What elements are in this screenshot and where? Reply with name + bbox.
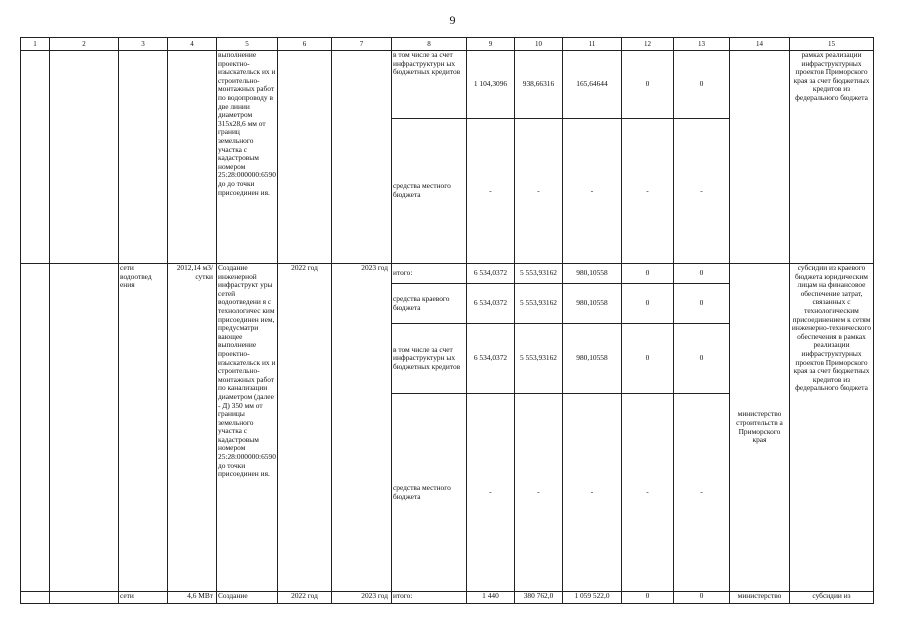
cell-amount: 0 (622, 284, 674, 324)
cell-amount: 0 (622, 264, 674, 284)
cell-amount: 938,66316 (515, 51, 563, 119)
col-header: 5 (217, 38, 278, 51)
col-header: 7 (332, 38, 392, 51)
col-header: 10 (515, 38, 563, 51)
cell-funding-source: средства местного бюджета (392, 394, 467, 592)
cell-col3 (119, 51, 168, 264)
col-header: 3 (119, 38, 168, 51)
cell-amount: - (674, 119, 730, 264)
col-header: 12 (622, 38, 674, 51)
cell-funding-source: в том числе за счет инфраструктурн ых бюджетных кредитов (392, 51, 467, 119)
cell-amount: 980,10558 (563, 264, 622, 284)
cell-amount: - (622, 394, 674, 592)
col-header: 13 (674, 38, 730, 51)
cell-col1 (21, 51, 50, 264)
cell-amount: 5 553,93162 (515, 264, 563, 284)
cell-amount: - (467, 394, 515, 592)
cell-funding-source: средства местного бюджета (392, 119, 467, 264)
cell-purpose: субсидии из (790, 592, 874, 604)
cell-col14 (730, 51, 790, 264)
cell-amount: 0 (622, 324, 674, 394)
program-table (20, 37, 874, 604)
page-number: 9 (449, 13, 456, 27)
cell-responsible-body: министерство (730, 592, 790, 604)
cell-amount: - (467, 119, 515, 264)
cell-amount: 980,10558 (563, 284, 622, 324)
cell-capacity: 2012,14 м3/сутки (168, 264, 217, 592)
cell-amount: 1 440 (467, 592, 515, 604)
cell-col1 (21, 264, 50, 592)
cell-amount: 380 762,0 (515, 592, 563, 604)
cell-col1 (21, 592, 50, 604)
cell-start-year: 2022 год (278, 264, 332, 592)
cell-col2 (50, 51, 119, 264)
cell-amount: 165,64644 (563, 51, 622, 119)
cell-responsible-body: министерство строительств а Приморского края (730, 264, 790, 592)
cell-amount: 6 534,0372 (467, 264, 515, 284)
cell-start-year: 2022 год (278, 592, 332, 604)
cell-amount: 1 104,3096 (467, 51, 515, 119)
table-row (21, 592, 874, 604)
cell-amount: - (622, 119, 674, 264)
col-header: 11 (563, 38, 622, 51)
col-header: 1 (21, 38, 50, 51)
cell-amount: 0 (674, 592, 730, 604)
cell-amount: 0 (674, 284, 730, 324)
cell-amount: - (515, 119, 563, 264)
col-header: 15 (790, 38, 874, 51)
cell-funding-source: средства краевого бюджета (392, 284, 467, 324)
cell-amount: 6 534,0372 (467, 324, 515, 394)
col-header: 2 (50, 38, 119, 51)
cell-amount: - (563, 119, 622, 264)
cell-amount: 0 (674, 324, 730, 394)
cell-amount: 0 (622, 592, 674, 604)
cell-amount: 0 (674, 51, 730, 119)
col-header: 14 (730, 38, 790, 51)
cell-col6 (278, 51, 332, 264)
cell-col4 (168, 51, 217, 264)
cell-amount: 980,10558 (563, 324, 622, 394)
cell-funding-source: итого: (392, 592, 467, 604)
col-header: 4 (168, 38, 217, 51)
cell-purpose: субсидии из краевого бюджета юридическим лицам на финансовое обеспечение затрат, связанных с технологическим присоединением к сетям инженерно-технического обеспечения в рамках реализации инфраструктурных проектов Приморского края за счет бюджетных кредитов из федерального бюджета (790, 264, 874, 592)
col-header: 9 (467, 38, 515, 51)
cell-capacity: 4,6 МВт (168, 592, 217, 604)
cell-amount: - (515, 394, 563, 592)
table-row (21, 51, 874, 119)
cell-amount: 5 553,93162 (515, 324, 563, 394)
cell-purpose: рамках реализации инфраструктурных проектов Приморского края за счет бюджетных кредитов из федерального бюджета (790, 51, 874, 264)
header-row (21, 38, 874, 51)
cell-end-year: 2023 год (332, 264, 392, 592)
cell-amount: - (674, 394, 730, 592)
cell-end-year: 2023 год (332, 592, 392, 604)
cell-funding-source: в том числе за счет инфраструктурн ых бюджетных кредитов (392, 324, 467, 394)
cell-amount: - (563, 394, 622, 592)
cell-object-description: выполнение проектно-изыскательск их и строительно-монтажных работ по водопроводу в две линии диаметром 315х28,6 мм от границ земельного участка с кадастровым номером 25:28:000000:6590 до до точки присоединен ия. (217, 51, 278, 264)
cell-amount: 1 059 522,0 (563, 592, 622, 604)
cell-object-description: Создание инженерной инфраструкт уры сетей водоотведени я с технологичес ким присоединен ием, предусматри вающее выполнение проектно-изыскательск их и строительно-монтажных работ по канализации диаметром (далее - Д) 350 мм от границы земельного участка с кадастровым номером 25:28:000000:6590 до точки присоединен ия. (217, 264, 278, 592)
cell-amount: 5 553,93162 (515, 284, 563, 324)
cell-col2 (50, 592, 119, 604)
col-header: 6 (278, 38, 332, 51)
col-header: 8 (392, 38, 467, 51)
cell-amount: 6 534,0372 (467, 284, 515, 324)
cell-col2 (50, 264, 119, 592)
cell-object-name: сети водоотвед ения (119, 264, 168, 592)
table-row (21, 264, 874, 284)
cell-object-name: сети (119, 592, 168, 604)
cell-funding-source: итого: (392, 264, 467, 284)
cell-amount: 0 (674, 264, 730, 284)
cell-amount: 0 (622, 51, 674, 119)
cell-object-description: Создание (217, 592, 278, 604)
cell-col7 (332, 51, 392, 264)
